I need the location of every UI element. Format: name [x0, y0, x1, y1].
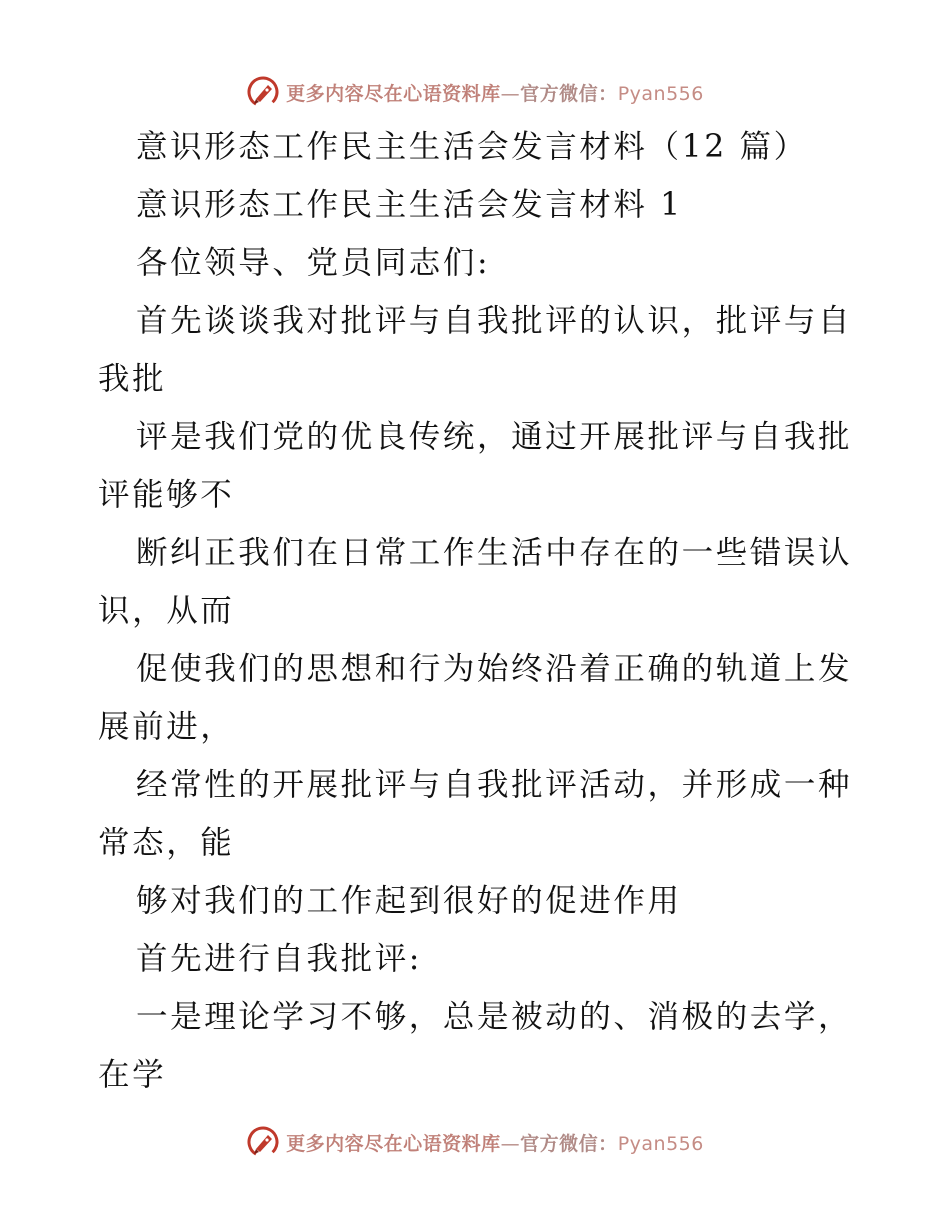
- paragraph-line: 首先谈谈我对批评与自我批评的认识，批评与自: [136, 303, 853, 339]
- footer-site-text: 更多内容尽在心语资料库: [286, 1132, 501, 1155]
- header-wechat-label: 官方微信：: [520, 82, 618, 105]
- header-banner-text: [286, 79, 704, 106]
- section-heading: 意识形态工作民主生活会发言材料 1: [136, 187, 683, 223]
- paragraph-line: 促使我们的思想和行为始终沿着正确的轨道上发: [136, 651, 853, 687]
- paragraph-line: 评是我们党的优良传统，通过开展批评与自我批: [136, 419, 853, 455]
- paragraph-line: 经常性的开展批评与自我批评活动，并形成一种: [136, 767, 853, 803]
- footer-wechat-label: 官方微信：: [520, 1132, 618, 1155]
- paragraph-line: 在学: [98, 1057, 167, 1093]
- pen-nib-logo-icon: [246, 1125, 280, 1159]
- paragraph-line: 我批: [98, 361, 167, 397]
- document-body: [98, 118, 858, 1104]
- paragraph-line: 识，从而: [98, 593, 235, 629]
- paragraph-line: 常态，能: [98, 825, 235, 861]
- paragraph-line: 断纠正我们在日常工作生活中存在的一些错误认: [136, 535, 853, 571]
- footer-dash: —: [500, 1132, 521, 1155]
- footer-banner-text: [286, 1129, 704, 1156]
- paragraph-line: 够对我们的工作起到很好的促进作用: [136, 883, 682, 919]
- document-title: 意识形态工作民主生活会发言材料（12 篇）: [136, 129, 808, 165]
- footer-wechat-handle: Pyan556: [617, 1132, 704, 1155]
- footer-banner: [0, 1122, 950, 1162]
- paragraph-line: 展前进，: [98, 709, 235, 745]
- pen-nib-logo-icon: [246, 75, 280, 109]
- header-dash: —: [500, 82, 521, 105]
- paragraph-line: 评能够不: [98, 477, 235, 513]
- self-criticism-heading: 首先进行自我批评:: [136, 941, 423, 977]
- salutation: 各位领导、党员同志们:: [136, 245, 491, 281]
- header-site-text: 更多内容尽在心语资料库: [286, 82, 501, 105]
- paragraph-line: 一是理论学习不够，总是被动的、消极的去学，: [136, 999, 853, 1035]
- header-wechat-handle: Pyan556: [617, 82, 704, 105]
- header-banner: [0, 72, 950, 112]
